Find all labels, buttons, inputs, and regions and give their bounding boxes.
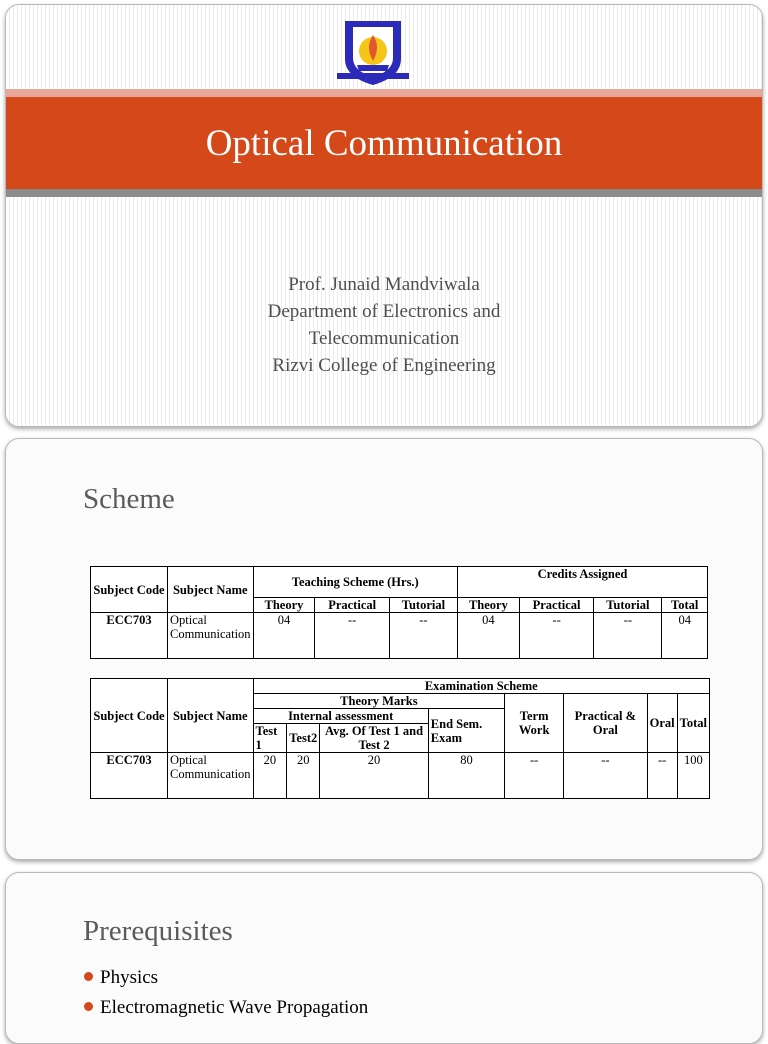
examination-scheme-table [90,678,710,799]
author-line: Telecommunication [308,328,460,349]
table-row [91,613,708,659]
slide-heading: Scheme [83,483,175,515]
subject-code-cell: ECC703 [91,613,168,659]
value-cell: -- [505,753,564,799]
prerequisite-list [84,963,368,1023]
header-cell: Practical [315,598,390,613]
header-cell: Test 1 [253,724,287,753]
scheme-slide [5,438,763,860]
value-cell: -- [389,613,457,659]
header-cell: Subject Code [91,679,168,753]
slide-heading: Prerequisites [83,915,233,947]
header-cell: Total [662,598,708,613]
header-cell: Subject Code [91,567,168,613]
header-cell: Internal assessment [253,709,428,724]
table-row [91,753,710,799]
list-item-text: Physics [100,967,159,988]
header-cell: Theory [253,598,315,613]
author-block [6,271,762,379]
header-cell: Tutorial [594,598,662,613]
subject-name-cell: Optical Communication [168,613,254,659]
value-cell: -- [647,753,677,799]
teaching-scheme-table [90,566,708,659]
header-cell: Total [677,694,709,753]
header-cell: Theory Marks [253,694,505,709]
value-cell: 04 [253,613,315,659]
author-line: Prof. Junaid Mandviwala [288,274,480,295]
header-cell: Subject Name [168,567,254,613]
author-line: Rizvi College of Engineering [272,355,496,376]
header-cell: Term Work [505,694,564,753]
header-cell: Practical & Oral [564,694,648,753]
value-cell: -- [315,613,390,659]
value-cell: 04 [662,613,708,659]
list-item-text: Electromagnetic Wave Propagation [100,997,369,1018]
value-cell: 20 [287,753,320,799]
title-band-bottom [6,189,762,197]
value-cell: -- [594,613,662,659]
title-slide [5,4,763,427]
bullet-icon [84,1002,93,1011]
header-cell: Credits Assigned [457,567,707,598]
value-cell: 80 [428,753,504,799]
value-cell: 20 [320,753,429,799]
header-cell: Tutorial [389,598,457,613]
header-cell: Practical [519,598,594,613]
header-cell: Test2 [287,724,320,753]
subject-name-cell: Optical Communication [168,753,254,799]
college-logo [331,15,415,87]
bullet-icon [84,972,93,981]
value-cell: 100 [677,753,709,799]
title-band [6,97,762,189]
header-cell: Theory [457,598,519,613]
prerequisites-slide [5,872,763,1044]
slide-title: Optical Communication [205,122,563,164]
value-cell: -- [519,613,594,659]
header-cell: Subject Name [168,679,254,753]
header-cell: Teaching Scheme (Hrs.) [253,567,457,598]
author-line: Department of Electronics and [267,301,501,322]
list-item [84,963,368,993]
subject-code-cell: ECC703 [91,753,168,799]
title-band-top [6,89,762,97]
header-cell: Examination Scheme [253,679,709,694]
list-item [84,993,368,1023]
header-cell: End Sem. Exam [428,709,504,753]
value-cell: 20 [253,753,287,799]
value-cell: 04 [457,613,519,659]
header-cell: Avg. Of Test 1 and Test 2 [320,724,429,753]
value-cell: -- [564,753,648,799]
header-cell: Oral [647,694,677,753]
